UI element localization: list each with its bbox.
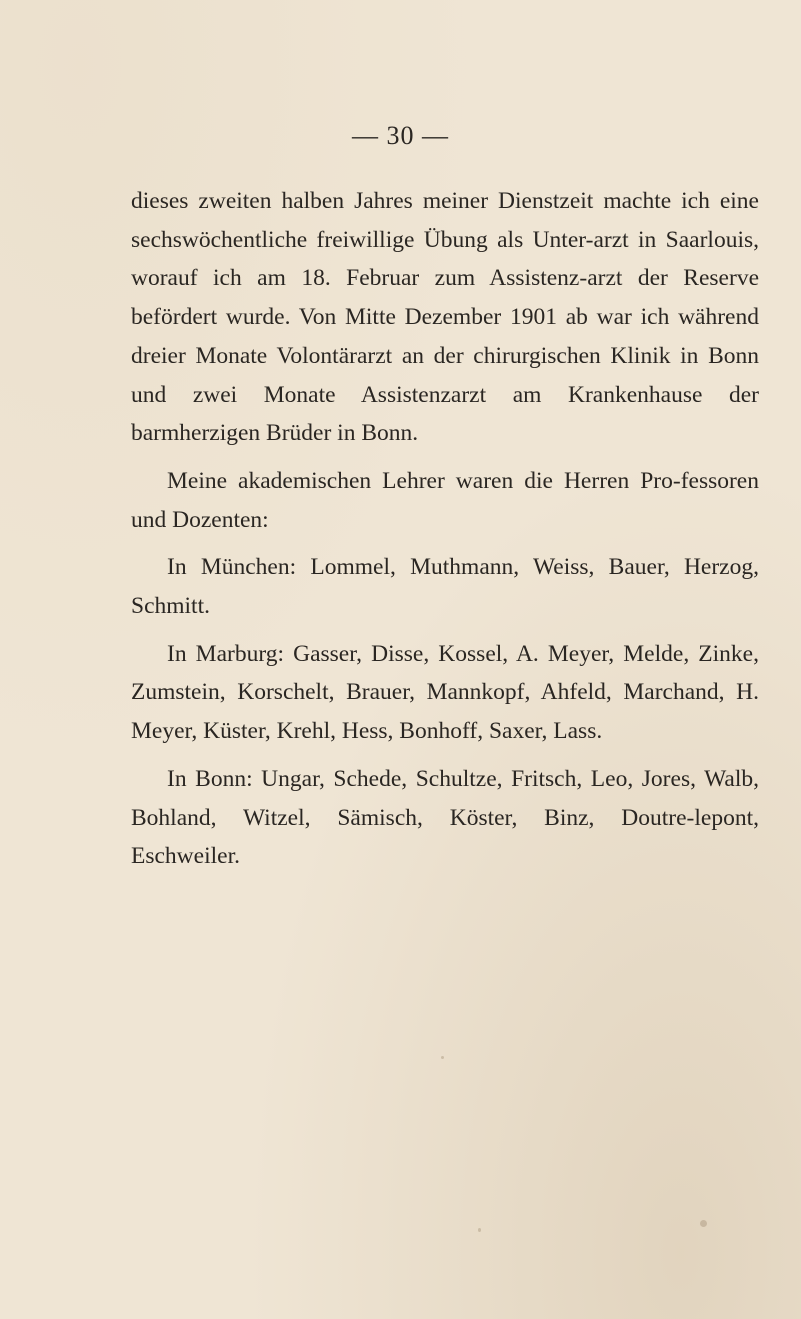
paragraph-teachers-munich: In München: Lommel, Muthmann, Weiss, Bauer, Herzog, Schmitt. (131, 554, 759, 620)
paragraph-service-history: dieses zweiten halben Jahres meiner Dienstzeit machte ich eine sechswöchentliche freiwillige Übung als Unter-arzt in Saarlouis, worauf ich am 18. Februar zum Assistenz-arzt der Reserve befördert wurde. Von Mitte Dezember 1901 ab war ich während dreier Monate Volontärarzt an der chirurgischen Klinik in Bonn und zwei Monate Assistenzarzt am Krankenhause der barmherzigen Brüder in Bonn. (131, 188, 759, 447)
paper-speck (441, 1056, 444, 1059)
paragraph-teachers-bonn: In Bonn: Ungar, Schede, Schultze, Fritsch, Leo, Jores, Walb, Bohland, Witzel, Sämisch, Köster, Binz, Doutre-lepont, Eschweiler. (131, 765, 759, 870)
paper-speck (478, 1228, 481, 1232)
paragraph-teachers-marburg: In Marburg: Gasser, Disse, Kossel, A. Meyer, Melde, Zinke, Zumstein, Korschelt, Brauer, Mannkopf, Ahfeld, Marchand, H. Meyer, Küster, Krehl, Hess, Bonhoff, Saxer, Lass. (131, 640, 759, 745)
paper-speck (700, 1220, 707, 1227)
page-number: — 30 — (352, 121, 449, 150)
body-text (131, 182, 759, 876)
paragraph-teachers-intro: Meine akademischen Lehrer waren die Herren Pro-fessoren und Dozenten: (131, 467, 759, 533)
